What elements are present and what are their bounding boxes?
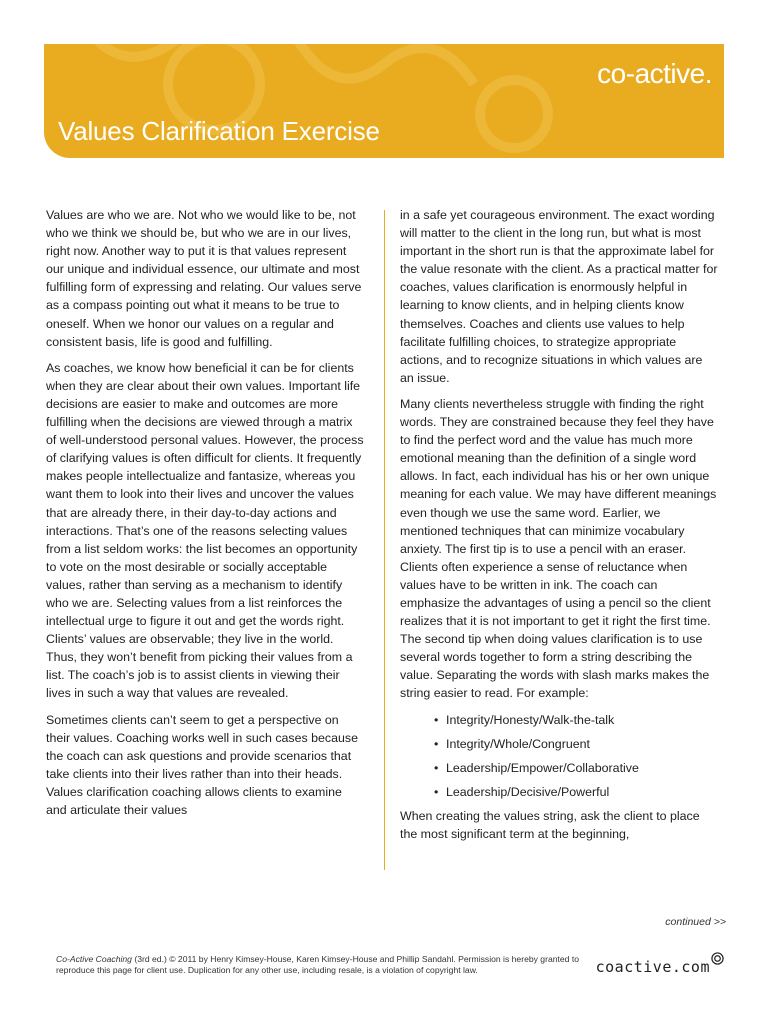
copyright-text: (3rd ed.) © 2011 by Henry Kimsey-House, Karen Kimsey-House and Phillip Sandahl. Permission is hereby granted to reproduce this page for client use. Duplication for any other use, including resale, is a violation of copyright law. [56,954,580,975]
paragraph: Many clients nevertheless struggle with finding the right words. They are constrained because they feel they have to find the perfect word and the value has much more emotional meaning than the definition of a single word allows. In fact, each individual has his or her own unique meaning for each value. We may have different meanings even though we use the same word. Earlier, we mentioned techniques that can minimize vocabulary anxiety. The first tip is to use a pencil with an eraser. Clients often experience a sense of reluctance when values have to be written in ink. The coach can emphasize the advantages of using a pencil so the client realizes that it is not important to get it right the first time. The second tip when doing values clarification is to use several words together to form a string describing the value. Separating the words with slash marks makes the string easier to read. For example: [400,396,717,701]
list-item: • Integrity/Honesty/Walk-the-talk [434,712,615,727]
paragraph: Values are who we are. Not who we would like to be, not who we think we should be, but who we are in our lives, right now. Another way to put it is that values represent our unique and individual essence, our ultimate and most fulfilling form of expressing and relating. Our values serve as a compass pointing out what it means to be true to oneself. When we honor our values on a regular and consistent basis, life is good and fulfilling. [46,208,362,349]
header-banner [44,44,724,158]
book-title: Co-Active Coaching [56,954,132,964]
spiral-logo-icon [711,952,724,965]
paragraph: As coaches, we know how beneficial it can be for clients when they are clear about their own values. Important life decisions are easier to make and outcomes are more fulfilling when the decisions are viewed through a matrix of well-understood personal values. However, the process of clarifying values is often difficult for clients. It frequently makes people intellectualize and fantasize, whereas you want them to look into their lives and uncover the values that are already there, in their day-to-day actions and interactions. That’s one of the reasons selecting values from a list seldom works: the list becomes an opportunity to vote on the most desirable or socially acceptable values, rather than serving as a mechanism to identify who we are. Selecting values from a list reinforces the intellectual urge to figure it out and get the words right. Clients’ values are observable; they live in the world. Thus, they won’t benefit from picking their values from a list. The coach’s job is to assist clients in viewing their lives in such a way that values are revealed. [46,360,364,701]
page-title: Values Clarification Exercise [58,116,380,146]
column-divider [384,210,385,870]
copyright-footer [56,954,596,976]
list-item: • Leadership/Decisive/Powerful [434,784,610,799]
right-column [400,206,718,851]
list-item: • Leadership/Empower/Collaborative [434,760,639,775]
list-item: • Integrity/Whole/Congruent [434,736,590,751]
paragraph: When creating the values string, ask the client to place the most significant term at the beginning, [400,808,700,841]
left-column [46,206,364,827]
paragraph: Sometimes clients can’t seem to get a perspective on their values. Coaching works well in such cases because the coach can ask questions and provide scenarios that take clients into their lives rather than into their heads. Values clarification coaching allows clients to examine and articulate their values [46,712,358,817]
paragraph: in a safe yet courageous environment. The exact wording will matter to the client in the long run, but what is most important in the short run is that the approximate label for the value resonate with the client. As a practical matter for coaches, values clarification is enormously helpful in learning to know clients, and in helping clients know themselves. Coaches and clients use values to help facilitate fulfilling choices, to strategize appropriate actions, and to recognize situations in which values are an issue. [400,208,718,385]
brand-logo: co-active. [597,58,712,89]
footer-brand[interactable]: coactive.com [595,958,710,976]
continued-link[interactable]: continued >> [665,916,726,928]
values-example-list [400,711,718,801]
